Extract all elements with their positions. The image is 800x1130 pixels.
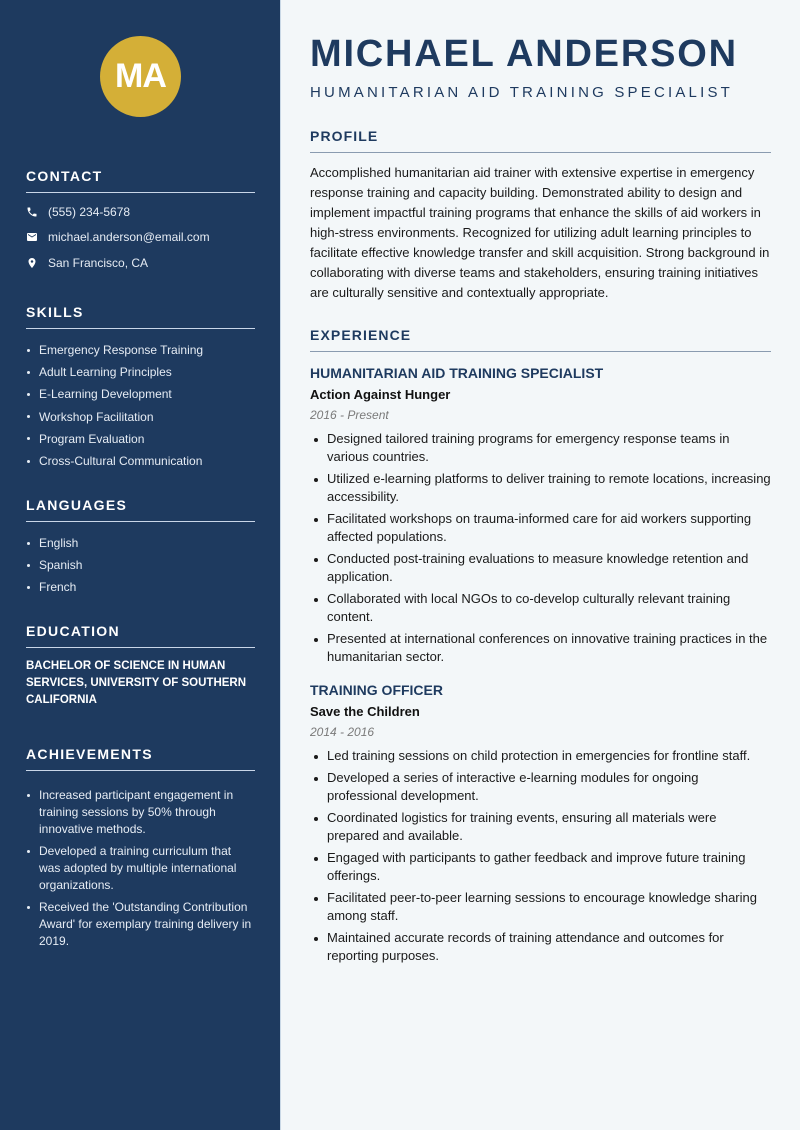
profile-heading: PROFILE <box>310 128 771 153</box>
job-bullet: Presented at international conferences on innovative training practices in the humanitarian sector. <box>310 630 771 666</box>
skill-item: Program Evaluation <box>26 428 255 450</box>
job-bullet: Utilized e-learning platforms to deliver training to remote locations, increasing accessibility. <box>310 470 771 506</box>
skill-item: E-Learning Development <box>26 383 255 405</box>
education-degree: BACHELOR OF SCIENCE IN HUMAN SERVICES, UNIVERSITY OF SOUTHERN CALIFORNIA <box>26 660 247 706</box>
contact-phone <box>26 199 255 225</box>
job-bullet: Facilitated workshops on trauma-informed care for aid workers supporting affected populations. <box>310 510 771 546</box>
location-pin-icon <box>26 257 38 269</box>
achievement-item: Increased participant engagement in training sessions by 50% through innovative methods. <box>26 787 255 838</box>
phone-icon <box>26 206 38 218</box>
job-company: Save the Children <box>310 704 420 719</box>
candidate-title: HUMANITARIAN AID TRAINING SPECIALIST <box>310 84 734 101</box>
achievements-list <box>26 787 255 950</box>
languages-section <box>26 497 255 599</box>
skill-item: Emergency Response Training <box>26 339 255 361</box>
job-title: HUMANITARIAN AID TRAINING SPECIALIST <box>310 365 604 381</box>
profile-section <box>310 128 771 303</box>
job-title: TRAINING OFFICER <box>310 682 443 698</box>
contact-heading: CONTACT <box>26 168 255 193</box>
avatar-initials: MA <box>115 57 166 95</box>
job-company: Action Against Hunger <box>310 387 451 402</box>
job-entry <box>310 682 771 965</box>
sidebar <box>0 0 280 1130</box>
skill-item: Workshop Facilitation <box>26 406 255 428</box>
job-dates: 2016 - Present <box>310 408 389 422</box>
job-bullet: Developed a series of interactive e-learning modules for ongoing professional development. <box>310 769 771 805</box>
languages-heading: LANGUAGES <box>26 497 255 522</box>
avatar <box>100 36 181 117</box>
job-bullets <box>310 430 771 666</box>
job-bullets <box>310 747 771 965</box>
language-item: English <box>26 532 255 554</box>
job-bullet: Designed tailored training programs for emergency response teams in various countries. <box>310 430 771 466</box>
job-bullet: Coordinated logistics for training events, ensuring all materials were prepared and available. <box>310 809 771 845</box>
experience-section <box>310 327 771 969</box>
contact-email <box>26 225 255 251</box>
job-dates: 2014 - 2016 <box>310 725 375 739</box>
language-item: French <box>26 576 255 598</box>
job-bullet: Collaborated with local NGOs to co-develop culturally relevant training content. <box>310 590 771 626</box>
location-text: San Francisco, CA <box>48 255 149 270</box>
candidate-name: MICHAEL ANDERSON <box>310 33 738 75</box>
contact-section <box>26 168 255 276</box>
job-bullet: Conducted post-training evaluations to measure knowledge retention and application. <box>310 550 771 586</box>
education-heading: EDUCATION <box>26 623 255 648</box>
education-section <box>26 623 255 709</box>
job-bullet: Engaged with participants to gather feedback and improve future training offerings. <box>310 849 771 885</box>
achievement-item: Received the 'Outstanding Contribution Award' for exemplary training delivery in 2019. <box>26 899 255 950</box>
job-entry <box>310 365 771 666</box>
experience-heading: EXPERIENCE <box>310 327 771 352</box>
language-item: Spanish <box>26 554 255 576</box>
skills-list <box>26 339 255 472</box>
job-bullet: Led training sessions on child protection in emergencies for frontline staff. <box>310 747 771 765</box>
phone-text: (555) 234-5678 <box>48 204 131 219</box>
job-bullet: Facilitated peer-to-peer learning sessions to encourage knowledge sharing among staff. <box>310 889 771 925</box>
job-bullet: Maintained accurate records of training attendance and outcomes for reporting purposes. <box>310 929 771 965</box>
achievements-section <box>26 746 255 955</box>
skills-heading: SKILLS <box>26 304 255 329</box>
achievements-heading: ACHIEVEMENTS <box>26 746 255 771</box>
skill-item: Adult Learning Principles <box>26 361 255 383</box>
column-divider <box>280 0 281 1130</box>
languages-list <box>26 532 255 599</box>
profile-summary: Accomplished humanitarian aid trainer with extensive expertise in emergency response training and capacity building. Demonstrated ability to design and implement impactful training programs that enhance the skills of aid workers in high-stress environments. Recognized for utilizing adult learning principles to facilitate effective knowledge transfer and skill acquisition. Strong background in collaborating with diverse teams and stakeholders, ensuring training initiatives are culturally sensitive and contextually appropriate. <box>310 165 770 300</box>
achievement-item: Developed a training curriculum that was adopted by multiple international organizations. <box>26 843 255 894</box>
contact-location <box>26 250 255 276</box>
skill-item: Cross-Cultural Communication <box>26 450 255 472</box>
skills-section <box>26 304 255 472</box>
email-text: michael.anderson@email.com <box>48 230 210 245</box>
email-icon <box>26 231 38 243</box>
